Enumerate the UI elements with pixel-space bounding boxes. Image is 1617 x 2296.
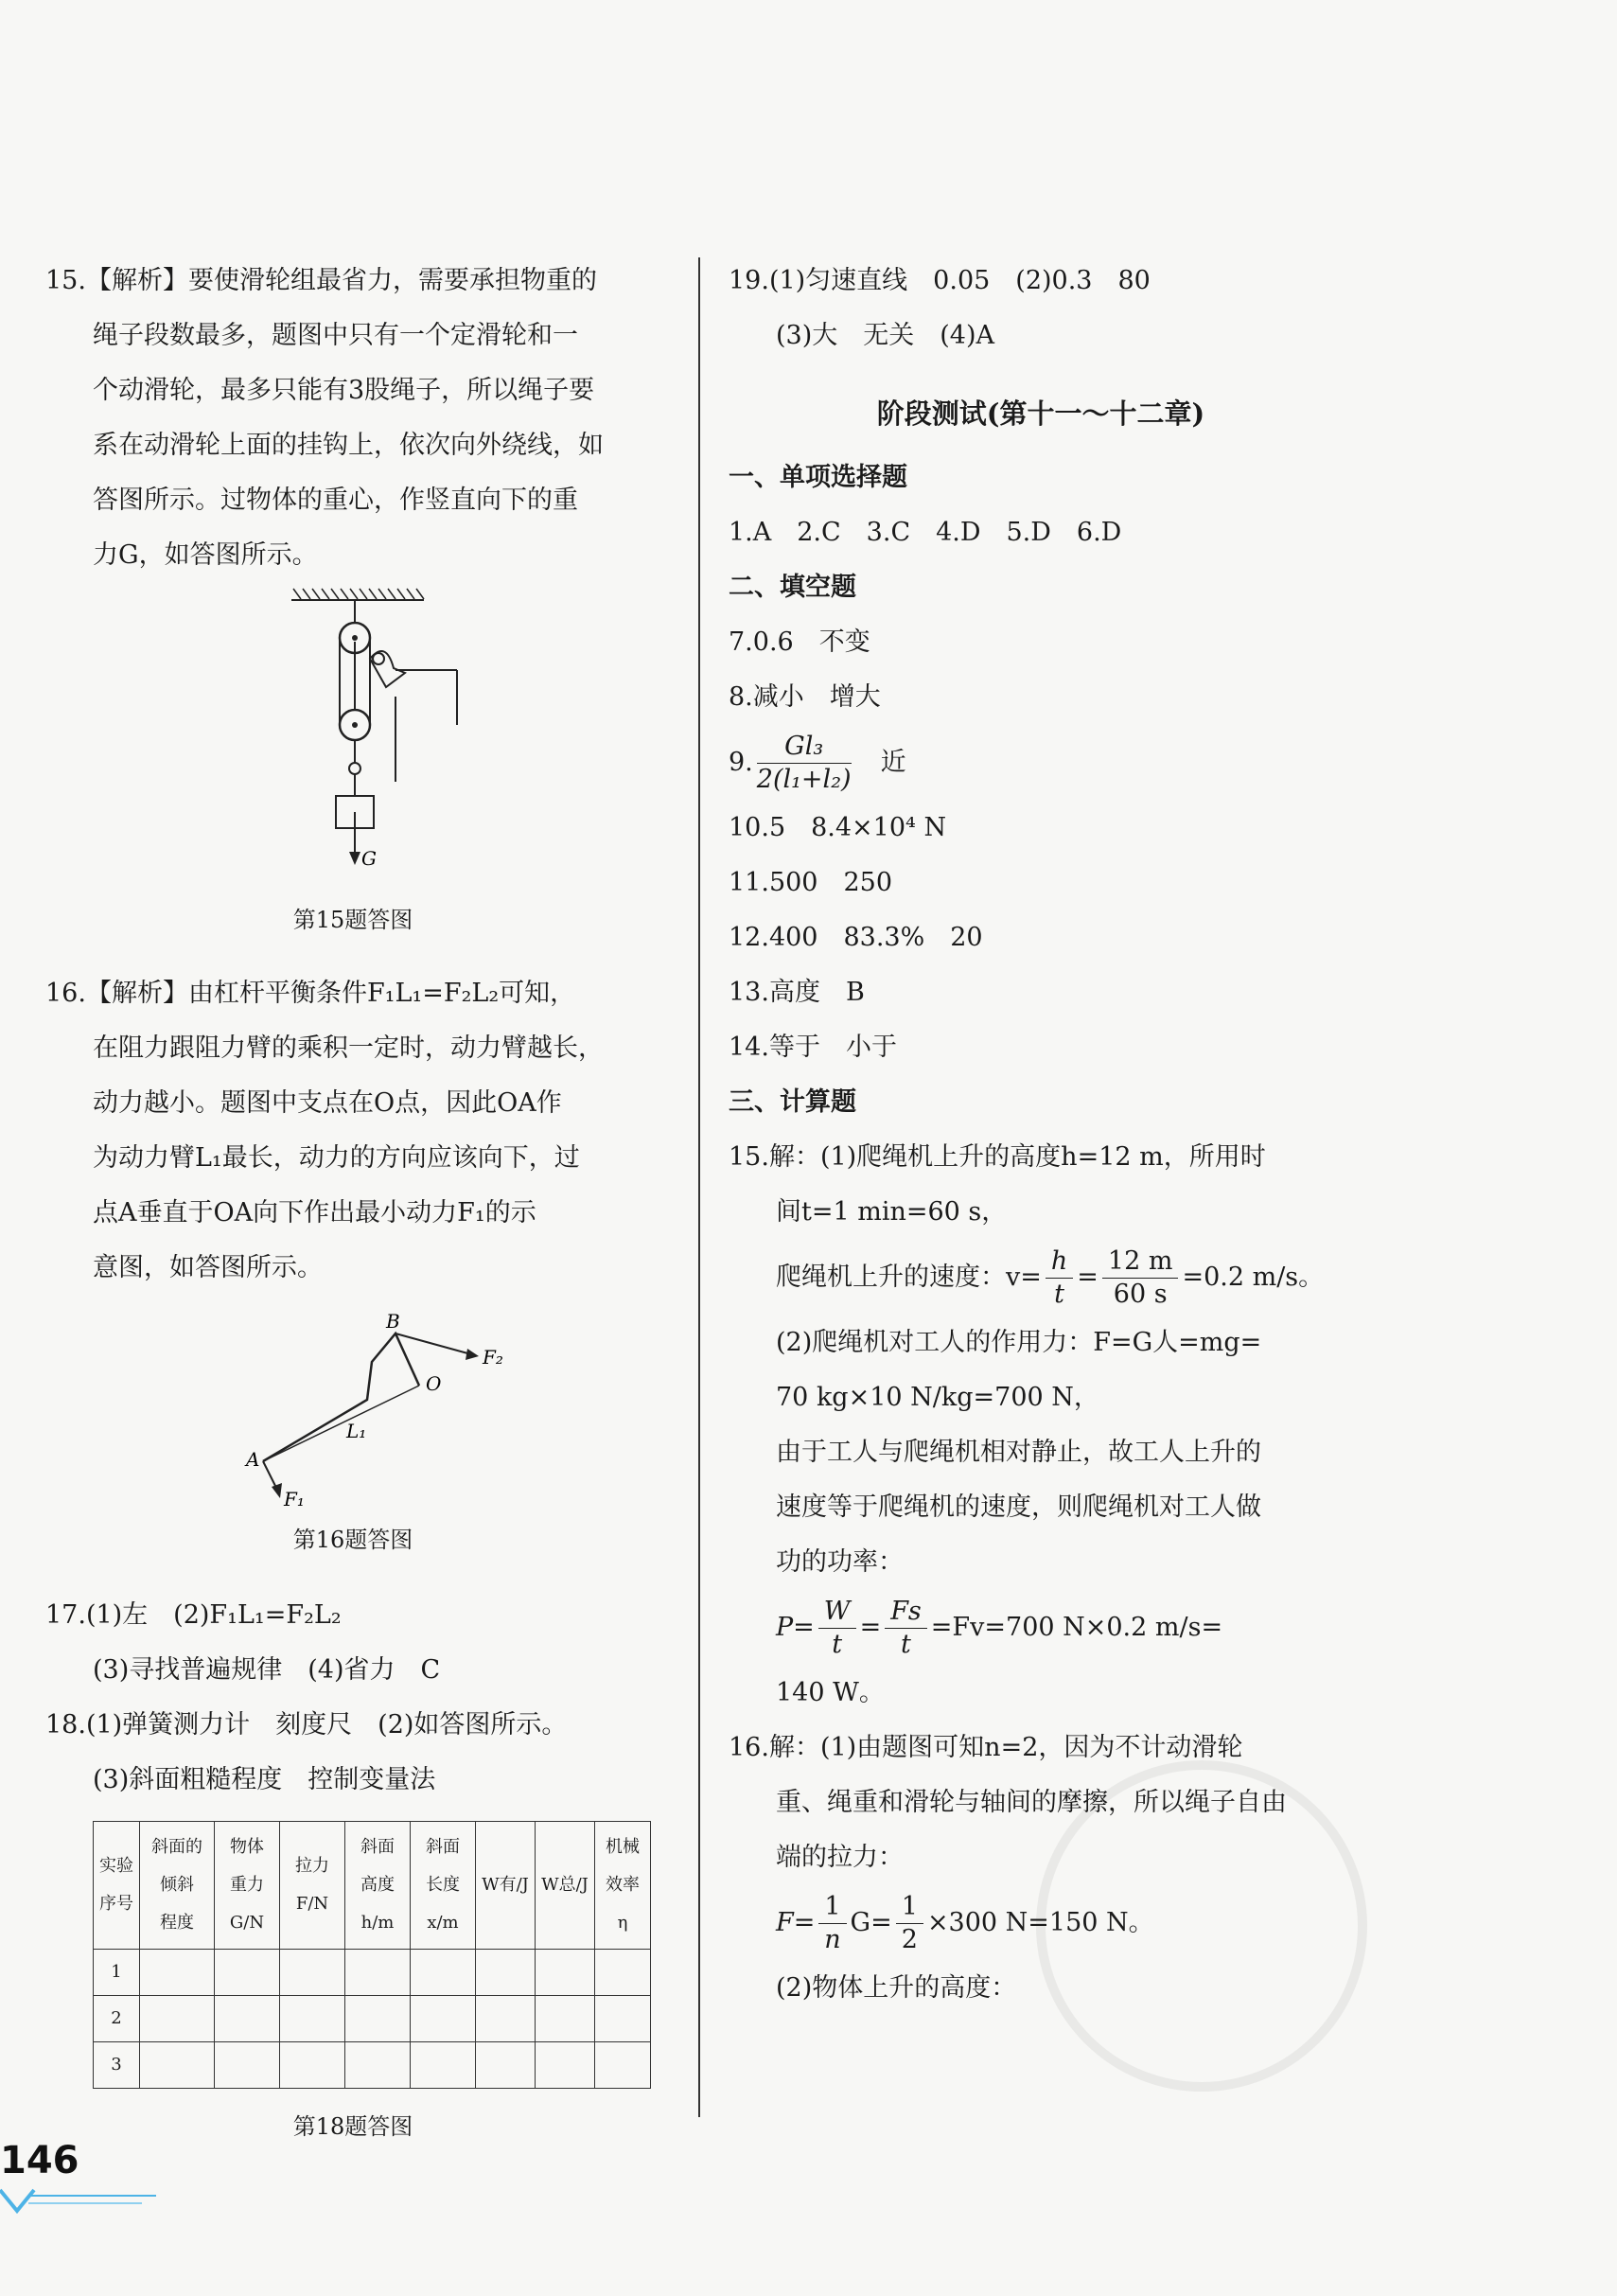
text-line: 12.400 83.3% 20 — [729, 923, 983, 952]
pulley-diagram — [45, 583, 660, 895]
answer-16 — [45, 966, 660, 1296]
text-line: 18.(1)弹簧测力计 刻度尺 (2)如答图所示。 — [45, 1710, 568, 1740]
table-cell: 1 — [94, 1950, 140, 1996]
section-heading: 二、填空题 — [729, 573, 856, 602]
answer-15 — [45, 254, 660, 583]
text-line: 8.减小 增大 — [729, 682, 881, 712]
text-line: 端的拉力： — [776, 1843, 904, 1872]
figure-caption: 第16题答图 — [292, 1527, 413, 1553]
table-header: W有/J — [476, 1822, 536, 1950]
text-line: 13.高度 B — [729, 978, 865, 1007]
text-line: (2)物体上升的高度： — [776, 1973, 1017, 2003]
table-caption: 第18题答图 — [292, 2113, 413, 2140]
section-title: 阶段测试(第十一～十二章) — [876, 397, 1205, 430]
table-header: 斜面 长度 x/m — [411, 1822, 476, 1950]
calc-answer-15 — [729, 1130, 1353, 1721]
text-line: 为动力臂L₁最长，动力的方向应该向下，过 — [93, 1143, 580, 1173]
text-line: 个动滑轮，最多只能有3股绳子，所以绳子要 — [93, 376, 595, 405]
fulcrum-o-label: O — [426, 1372, 442, 1395]
left-column — [45, 254, 660, 2141]
text-line: 17.(1)左 (2)F₁L₁=F₂L₂ — [45, 1600, 342, 1630]
right-column — [729, 254, 1353, 2016]
table-header: 斜面的 倾斜 程度 — [140, 1822, 215, 1950]
velocity-formula: 爬绳机上升的速度：v= $\frac{h}{t}$ = $\frac{12 m}{60 s}$ =0.2 m/s。 — [776, 1246, 1325, 1309]
text-line: 16.解：(1)由题图可知n=2，因为不计动滑轮 — [729, 1733, 1243, 1762]
text-line: 绳子段数最多，题图中只有一个定滑轮和一 — [93, 321, 578, 350]
text-line: 10.5 8.4×10⁴ N — [729, 813, 947, 842]
answer-17 — [45, 1588, 660, 1698]
text-line: 点A垂直于OA向下作出最小动力F₁的示 — [93, 1198, 536, 1227]
table-row — [94, 2042, 651, 2089]
text-line: 16.【解析】由杠杆平衡条件F₁L₁=F₂L₂可知， — [45, 979, 576, 1008]
point-a-label: A — [246, 1448, 260, 1471]
force-formula: F= $\frac{1}{n}$ G= $\frac{1}{2}$ ×300 N=150 N。 — [776, 1892, 1154, 1954]
text-line: 11.500 250 — [729, 868, 893, 897]
table-cell: 3 — [94, 2042, 140, 2089]
answer-18 — [45, 1698, 660, 1808]
table-header: 实验 序号 — [94, 1822, 140, 1950]
mc-answers: 1.A 2.C 3.C 4.D 5.D 6.D — [729, 518, 1122, 547]
text-line: 7.0.6 不变 — [729, 627, 870, 657]
f1-label: F₁ — [284, 1488, 305, 1510]
point-b-label: B — [386, 1310, 400, 1333]
text-line: 140 W。 — [776, 1678, 885, 1707]
text-line: 在阻力跟阻力臂的乘积一定时，动力臂越长， — [93, 1033, 604, 1063]
text-line: 14.等于 小于 — [729, 1033, 897, 1062]
answer-9: 9. $\frac{\text{Gl₃}}{\text{2(l₁+l₂)}}$ 近 — [729, 732, 906, 794]
text-line: 动力越小。题图中支点在O点，因此OA作 — [93, 1088, 562, 1118]
text-line: (3)斜面粗糙程度 控制变量法 — [93, 1765, 436, 1794]
calc-answer-16 — [729, 1721, 1353, 2016]
answer-19 — [729, 254, 1353, 363]
table-row — [94, 1950, 651, 1996]
l1-label: L₁ — [346, 1420, 367, 1442]
table-row — [94, 1996, 651, 2042]
fraction: $\frac{\text{Gl₃}}{\text{2(l₁+l₂)}}$ — [756, 732, 852, 794]
experiment-table — [93, 1821, 651, 2089]
force-label: G — [361, 847, 377, 870]
text-line: 力G，如答图所示。 — [93, 540, 318, 570]
text-line: 15.【解析】要使滑轮组最省力，需要承担物重的 — [45, 266, 597, 295]
column-divider — [698, 257, 700, 2117]
text-line: (3)大 无关 (4)A — [776, 321, 994, 350]
figure-caption: 第15题答图 — [292, 907, 413, 933]
section-heading: 三、计算题 — [729, 1087, 856, 1117]
table-header: 拉力 F/N — [280, 1822, 345, 1950]
page-number: 146 — [0, 2139, 79, 2182]
table-header: 物体 重力 G/N — [215, 1822, 280, 1950]
lever-diagram — [45, 1296, 660, 1513]
table-header-row — [94, 1822, 651, 1950]
text-line: 系在动滑轮上面的挂钩上，依次向外绕线，如 — [93, 431, 604, 460]
text-line: (3)寻找普遍规律 (4)省力 C — [93, 1655, 441, 1685]
table-header: 斜面 高度 h/m — [345, 1822, 411, 1950]
text-line: (2)爬绳机对工人的作用力：F=G人=mg= — [776, 1328, 1262, 1357]
f2-label: F₂ — [483, 1346, 503, 1369]
text-line: 间t=1 min=60 s， — [776, 1197, 1008, 1227]
text-line: 70 kg×10 N/kg=700 N， — [776, 1383, 1099, 1412]
text-line: 15.解：(1)爬绳机上升的高度h=12 m，所用时 — [729, 1142, 1266, 1172]
power-formula: P= $\frac{W}{t}$ = $\frac{Fs}{t}$ =Fv=700 N×0.2 m/s= — [776, 1597, 1223, 1659]
text-line: 意图，如答图所示。 — [93, 1253, 323, 1282]
page-number-decoration — [0, 2182, 161, 2220]
table-header: W总/J — [536, 1822, 595, 1950]
text-line: 功的功率： — [776, 1547, 904, 1577]
text-line: 由于工人与爬绳机相对静止，故工人上升的 — [776, 1438, 1261, 1467]
section-heading: 一、单项选择题 — [729, 463, 907, 492]
text-line: 19.(1)匀速直线 0.05 (2)0.3 80 — [729, 266, 1151, 295]
table-header: 机械 效率 η — [595, 1822, 651, 1950]
table-cell: 2 — [94, 1996, 140, 2042]
text-line: 速度等于爬绳机的速度，则爬绳机对工人做 — [776, 1492, 1261, 1522]
text-line: 重、绳重和滑轮与轴间的摩擦，所以绳子自由 — [776, 1788, 1287, 1817]
text-line: 答图所示。过物体的重心，作竖直向下的重 — [93, 486, 578, 515]
